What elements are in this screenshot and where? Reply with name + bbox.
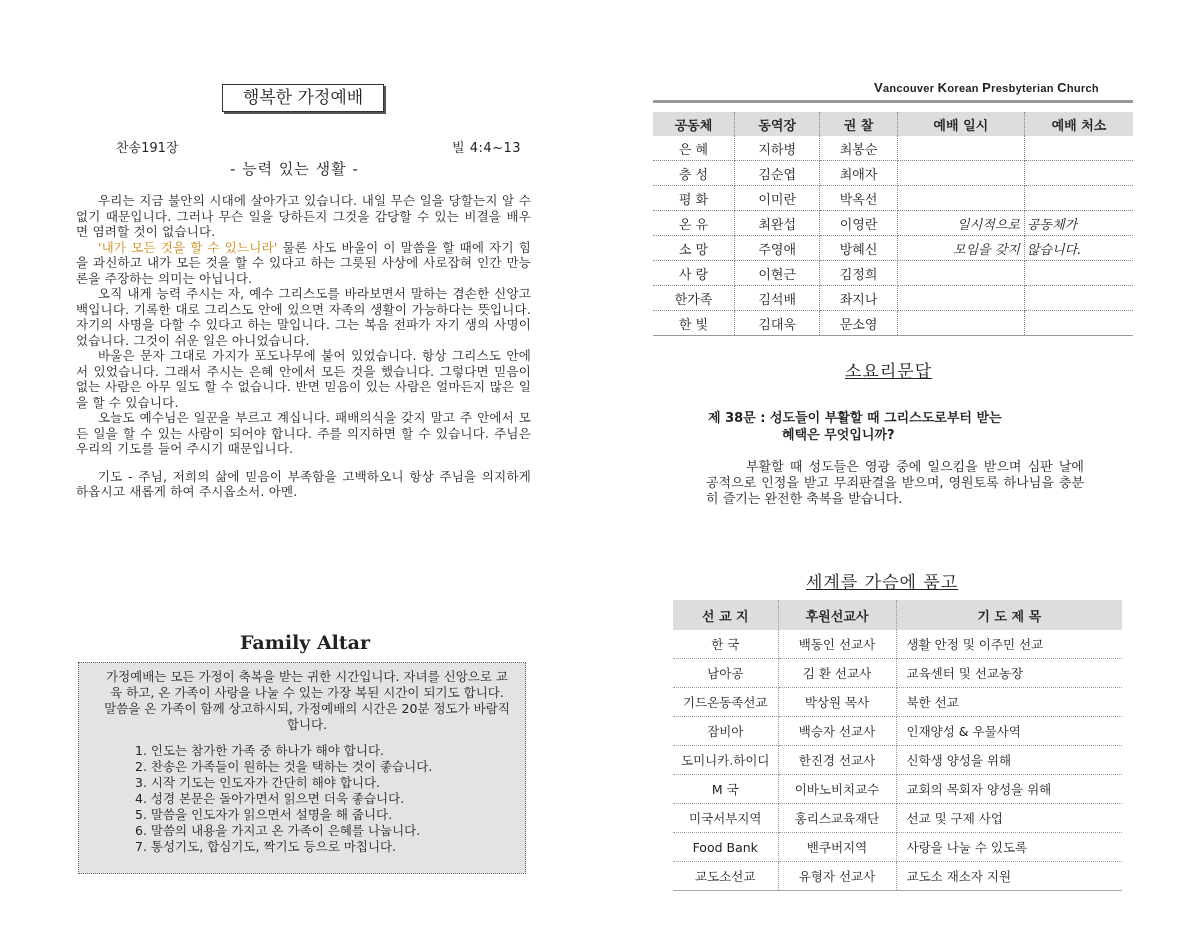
family-altar-title: Family Altar: [239, 632, 370, 654]
paragraph: [76, 240, 531, 287]
table-row: 온 유 최완섭 이영란 일시적으로 공동체가: [653, 211, 1133, 236]
table-row: 은 혜 지하병 최봉순: [653, 136, 1133, 161]
column-header: 권 찰: [820, 112, 897, 136]
sermon-subtitle: - 능력 있는 생활 -: [230, 160, 359, 178]
table-row: 한 빛 김대욱 문소영: [653, 311, 1133, 336]
column-header: 공동체: [653, 112, 734, 136]
community-table: [653, 112, 1133, 336]
table-header-row: [653, 112, 1133, 136]
sermon-body: [76, 193, 531, 500]
catechism-question: 제 38문 : 성도들이 부활할 때 그리스도로부터 받는 혜택은 무엇입니까?: [708, 411, 1002, 443]
rule-item: 6. 말씀의 내용을 가지고 온 가족이 은혜를 나눕니다.: [135, 823, 421, 838]
column-header: 선 교 지: [673, 600, 778, 630]
mission-title: 세계를 가슴에 품고: [806, 573, 959, 593]
paragraph: 바울은 문자 그대로 가지가 포도나무에 붙어 있었습니다. 항상 그리스도 안에서 있었습니다. 그래서 주시는 은혜 안에서 모든 것을 했습니다. 그렇다면 믿음이 없는 사람은 아무 일도 할 수 없습니다. 반면 믿음이 있는 사람은 얼마든지 많은 일을 할 수 있습니다.: [76, 348, 531, 410]
page-title: 행복한 가정예배: [222, 84, 384, 112]
catechism-answer: 부활할 때 성도들은 영광 중에 일으킴을 받으며 심판 날에 공적으로 인정을 받고 무죄판결을 받으며, 영원토록 하나님을 충분히 즐기는 완전한 축복을 받습니다.: [706, 460, 1084, 507]
table-row: 소 망 주영애 방혜신 모임을 갖지 않습니다.: [653, 236, 1133, 261]
table-row: 충 성 김순엽 최애자: [653, 161, 1133, 186]
family-altar-rules: [103, 743, 511, 855]
column-header: 후원선교사: [778, 600, 896, 630]
scripture-reference: 빌 4:4~13: [452, 141, 522, 156]
column-header: 동역장: [734, 112, 820, 136]
prayer: 기도 - 주님, 저희의 삶에 믿음이 부족함을 고백하오니 항상 주님을 의지하게 하옵시고 새롭게 하여 주시옵소서. 아멘.: [76, 468, 531, 499]
table-header-row: [673, 600, 1122, 630]
paragraph: 오늘도 예수님은 일꾼을 부르고 계십니다. 패배의식을 갖지 말고 주 안에서 모든 일을 할 수 있는 사람이 되어야 합니다. 주를 의지하면 할 수 있습니다. 주님은 우리의 기도를 들어 주시기 때문입니다.: [76, 410, 531, 456]
table-row: 교도소선교 유형자 선교사 교도소 재소자 지원: [673, 862, 1122, 891]
highlighted-quote: '내가 모든 것을 할 수 있느니라': [98, 239, 278, 255]
rule-item: 3. 시작 기도는 인도자가 간단히 해야 합니다.: [135, 775, 381, 790]
rule-item: 7. 통성기도, 합심기도, 짝기도 등으로 마칩니다.: [135, 839, 397, 854]
paragraph: 오직 내게 능력 주시는 자, 예수 그리스도를 바라보면서 말하는 겸손한 신앙고백입니다. 기록한 대로 그리스도 안에 있으면 자족의 생활이 가능하다는 뜻입니다. 자기의 사명을 다할 수 있다고 하는 말입니다. 그는 복음 전파가 자기 생의 사명이었습니다. 그것이 쉬운 일은 아니었습니다.: [76, 286, 531, 348]
table-row: 한가족 김석배 좌지나: [653, 286, 1133, 311]
church-name: Vancouver Korean Presbyterian Church: [874, 80, 1099, 95]
table-row: Food Bank 밴쿠버지역 사랑을 나눌 수 있도록: [673, 833, 1122, 862]
rule-item: 1. 인도는 참가한 가족 중 하나가 해야 합니다.: [135, 743, 384, 758]
rule-item: 5. 말씀을 인도자가 읽으면서 설명을 해 줍니다.: [135, 807, 393, 822]
paragraph-text: 물론 사도 바울이 이 말씀을 할 때에 자기 힘을 과신하고 내가 모든 것을 할 수 있다고 하는 그릇된 사상에 사로잡혀 인간 만능론을 주장하는 의미는 아닙니다.: [76, 239, 531, 286]
table-row: 잠비아 백승자 선교사 인재양성 & 우물사역: [673, 717, 1122, 746]
mission-table: [673, 600, 1122, 891]
rule-item: 4. 성경 본문은 돌아가면서 읽으면 더욱 좋습니다.: [135, 791, 405, 806]
family-altar-intro: 가정예배는 모든 가정이 축복을 받는 귀한 시간입니다. 자녀를 신앙으로 교육 하고, 온 가족이 사랑을 나눌 수 있는 가장 복된 시간이 되기도 합니다. 말씀을 온 가족이 함께 상고하시되, 가정예배의 시간은 20분 정도가 바람직합니다.: [104, 669, 510, 732]
table-row: M 국 이바노비치교수 교회의 목회자 양성을 위해: [673, 775, 1122, 804]
family-altar-box: [78, 662, 526, 874]
table-row: 평 화 이미란 박옥선: [653, 186, 1133, 211]
column-header: 예배 처소: [1024, 112, 1133, 136]
paragraph: 우리는 지금 불안의 시대에 살아가고 있습니다. 내일 무슨 일을 당할는지 알 수 없기 때문입니다. 그러나 무슨 일을 당하든지 그것을 감당할 수 있는 비결을 배우면 염려할 것이 없습니다.: [76, 193, 531, 239]
table-row: 남아공 김 환 선교사 교육센터 및 선교농장: [673, 659, 1122, 688]
column-header: 예배 일시: [897, 112, 1024, 136]
table-row: 기드온동족선교 박상원 목사 북한 선교: [673, 688, 1122, 717]
table-row: 사 랑 이현근 김정희: [653, 261, 1133, 286]
table-row: 도미니카.하이디 한진경 선교사 신학생 양성을 위해: [673, 746, 1122, 775]
header-rule: [653, 100, 1133, 103]
rule-item: 2. 찬송은 가족들이 원하는 것을 택하는 것이 좋습니다.: [135, 759, 433, 774]
table-row: 미국서부지역 홍리스교육재단 선교 및 구제 사업: [673, 804, 1122, 833]
table-row: 한 국 백동인 선교사 생활 안정 및 이주민 선교: [673, 630, 1122, 659]
catechism-title: 소요리문답: [845, 362, 933, 382]
hymn-number: 찬송191장: [116, 141, 179, 156]
column-header: 기 도 제 목: [896, 600, 1122, 630]
